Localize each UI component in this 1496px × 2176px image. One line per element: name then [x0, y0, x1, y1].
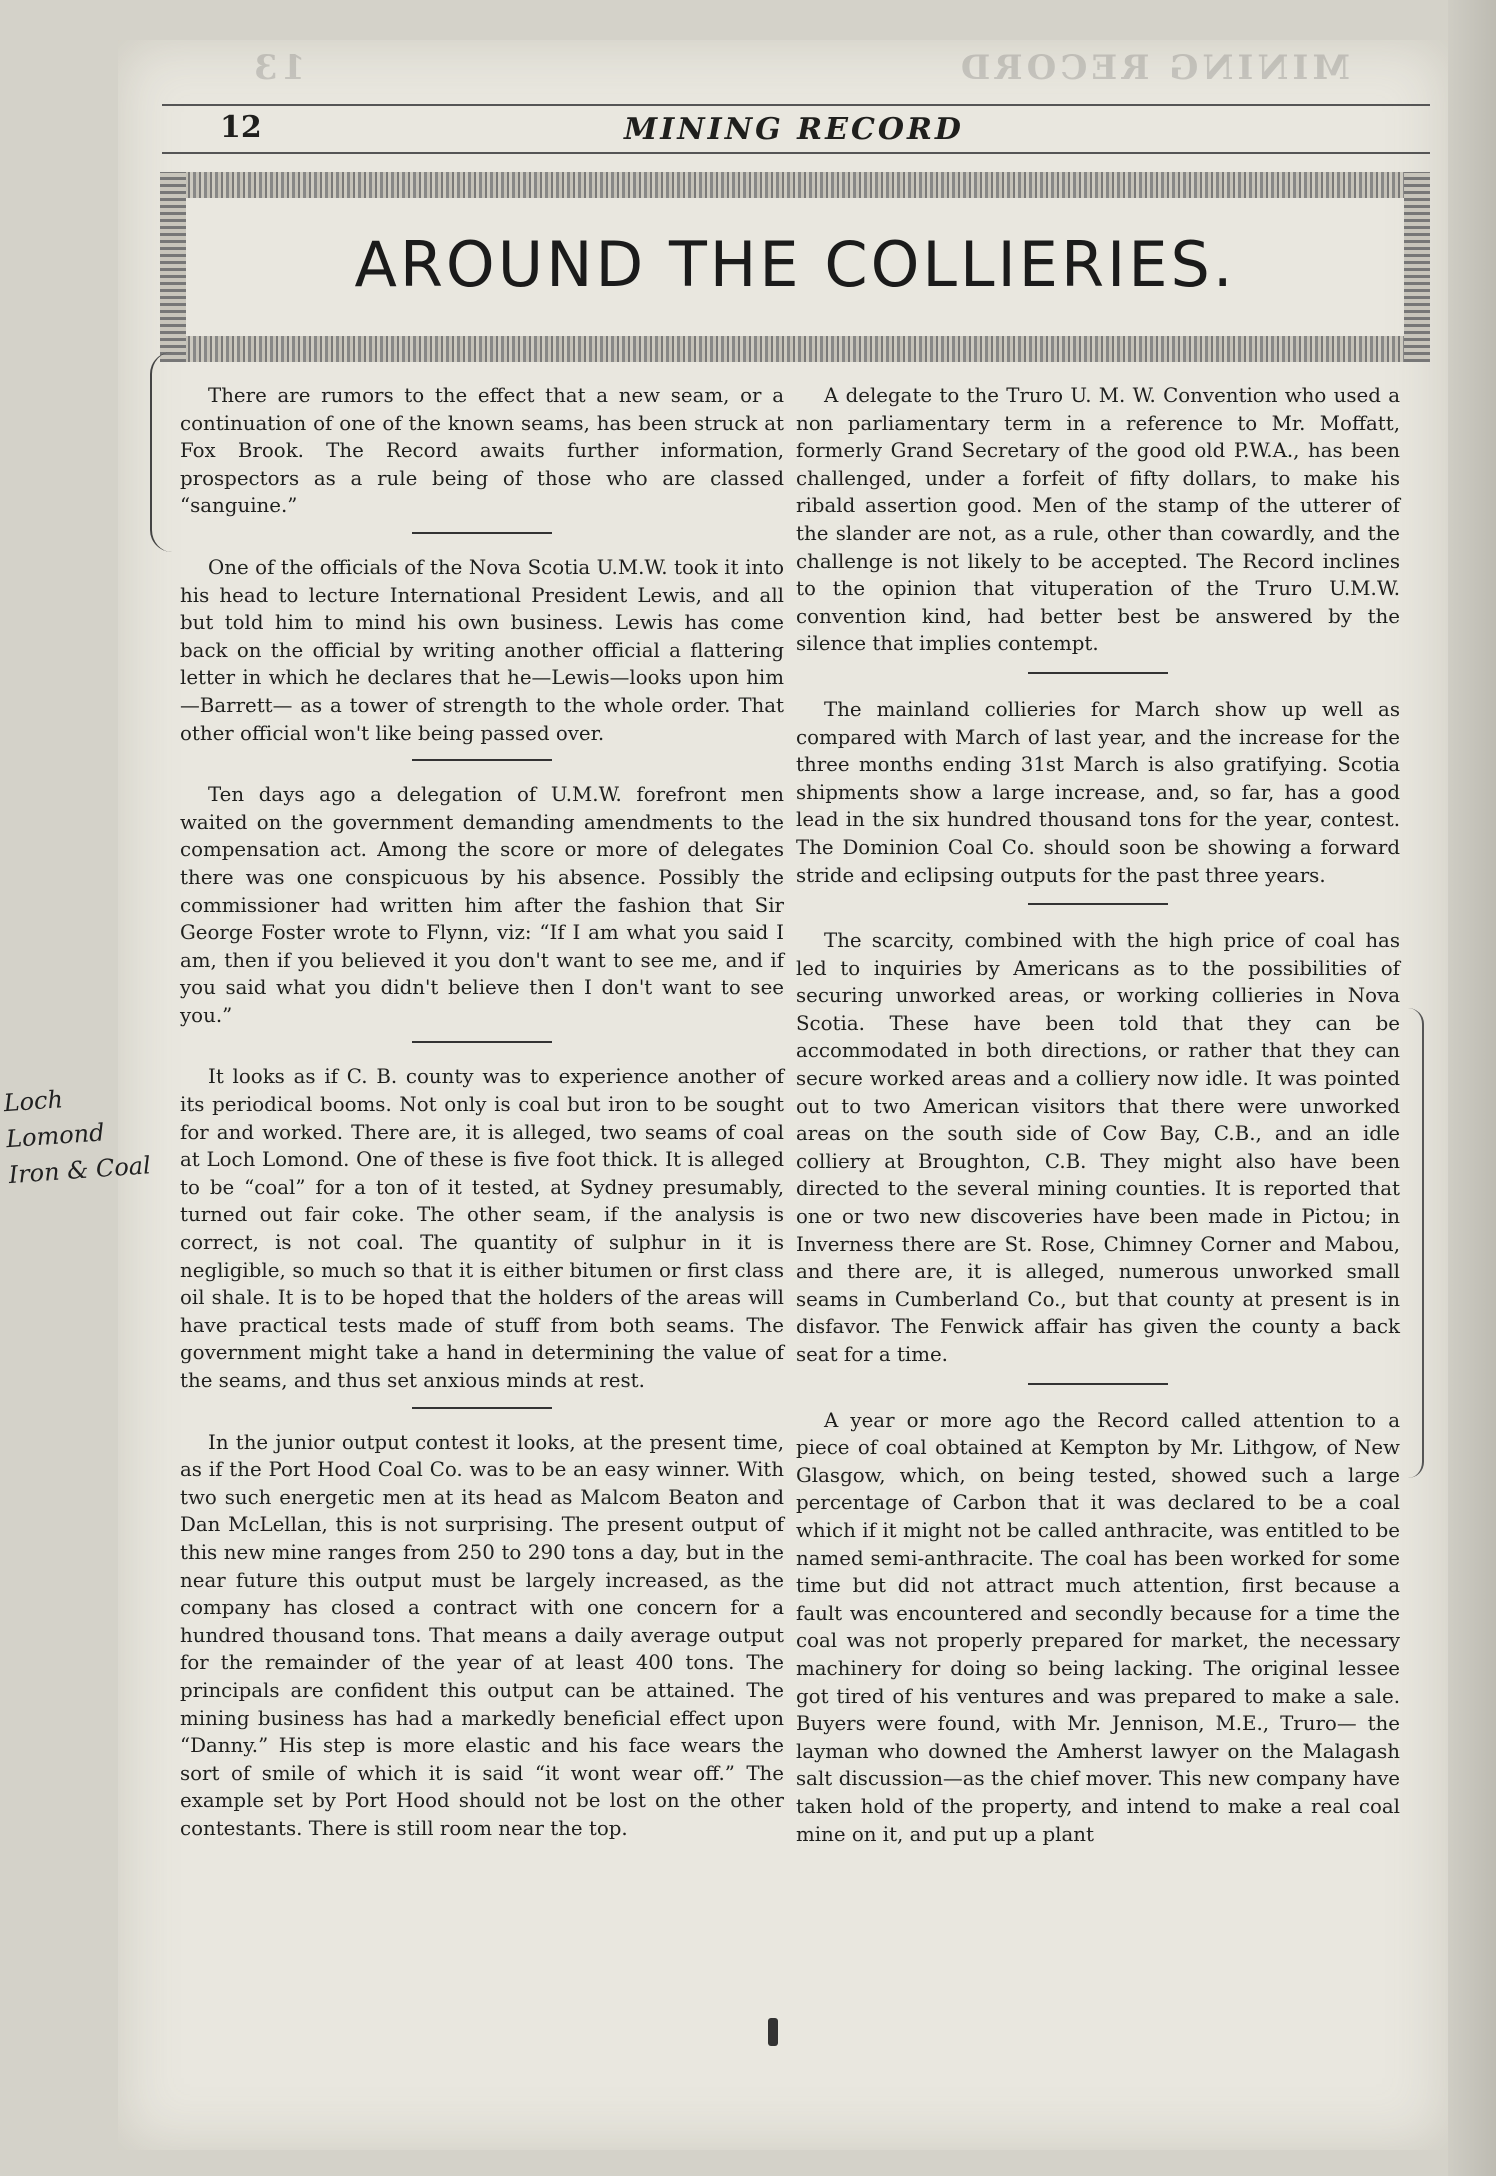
article-port-hood: In the junior output contest it looks, at the present time, as if the Port Hood Coal Co. was to be an easy winner. With two such energetic men at its head as Malcom Beaton and Dan McLellan, this is not surprising. The present output of this new mine ranges from 250 to 290 tons a day, but in the near future this output must be largely increased, as the company has closed a contract with one concern for a hundred thousand tons. That means a daily average output for the remainder of the year of at least 400 tons. The principals are confident this output can be attained. The mining business has had a markedly beneficial effect upon “Danny.” His step is more elastic and his face wears the sort of smile of which it is said “it wont wear off.” The example set by Port Hood should not be lost on the other contestants. There is still room near the top. — [180, 1430, 784, 1840]
article-coal-scarcity: The scarcity, combined with the high price of coal has led to inquiries by Americans as to the possibilities of securing unworked areas, or working collieries in Nova Scotia. These have been told that they can be accommodated in both directions, or rather that they can secure worked areas and a colliery now idle. It was pointed out to two American visitors that there were unworked areas on the south side of Cow Bay, C.B., and an idle colliery at Broughton, C.B. They might also have been directed to the several mining counties. It is reported that one or two new discoveries have been made in Pictou; in Inverness there are St. Rose, Chimney Corner and Mabou, and there are, it is alleged, numerous unworked small seams in Cumberland Co., but that county at present is in disfavor. The Fenwick affair has given the county a back seat for a time. — [796, 929, 1400, 1366]
handwritten-margin-note: Loch Lomond Iron & Coal — [2, 1085, 152, 1190]
article-truro-delegate: A delegate to the Truro U. M. W. Convention who used a non parliamentary term in a reference to Mr. Moffatt, formerly Grand Secretary of the good old P.W.A., has been challenged, under a forfeit of fifty dollars, to make his ribald assertion good. Men of the stamp of the utterer of the slander are not, as a rule, other than cowardly, and the challenge is not likely to be accepted. The Record inclines to the opinion that vituperation of the Truro U.M.W. convention kind, had better best be answered by the silence that implies contempt. — [796, 384, 1400, 656]
bleed-page-number: 13 — [250, 48, 306, 88]
bleed-through-text — [210, 48, 1350, 88]
article-kempton-coal: A year or more ago the Record called attention to a piece of coal obtained at Kempton by Mr. Lithgow, of New Glasgow, which, on being tested, showed such a large percentage of Carbon that it was declared to be a coal which if it might not be called anthracite, was entitled to be named semi-anthracite. The coal has been worked for some time but did not attract much attention, first because a fault was encountered and secondly because for a time the coal was not properly prepared for market, the necessary machinery for doing so being lacking. The original lessee got tired of his ventures and was prepared to make a sale. Buyers were found, with Mr. Jennison, M.E., Truro— the layman who downed the Amherst lawyer on the Malagash salt discussion—as the chief mover. This new company have taken hold of the property, and intend to make a real coal mine on it, and put up a plant — [796, 1408, 1400, 1846]
article-mainland-collieries: The mainland collieries for March show up well as compared with March of last year, and the increase for the three months ending 31st March is also gratifying. Scotia shipments show a large increase, and, so far, has a good lead in the six hundred thousand tons for the year, contest. The Dominion Coal Co. should soon be showing a forward stride and eclipsing outputs for the past three years. — [796, 697, 1400, 887]
article-divider — [1028, 672, 1168, 674]
bleed-masthead: MINING RECORD — [956, 48, 1350, 88]
article-delegation: Ten days ago a delegation of U.M.W. forefront men waited on the government demanding amendments to the compensation act. Among the score or more of delegates there was one conspicuous by his absence. Possibly the commissioner had written him after the fashion that Sir George Foster wrote to Flynn, viz: “If I am what you said I am, then if you believed it you don't want to see me, and if you said what you didn't believe then I don't want to see you.” — [180, 783, 784, 1027]
article-divider — [1028, 1383, 1168, 1385]
article-divider — [1028, 903, 1168, 905]
article-divider — [412, 1041, 552, 1043]
article-fox-brook: There are rumors to the effect that a new seam, or a continuation of one of the known seams, has been struck at Fox Brook. The Record awaits further information, prospectors as a rule being of those who are classed “sanguine.” — [180, 384, 784, 518]
article-divider — [412, 532, 552, 534]
article-loch-lomond: It looks as if C. B. county was to experience another of its periodical booms. Not only is coal but iron to be sought for and worked. There are, it is alleged, two seams of coal at Loch Lomond. One of these is five foot thick. It is alleged to be “coal” for a ton of it tested, at Sydney presumably, turned out fair coke. The other seam, if the analysis is correct, is not coal. The quantity of sulphur in it is negligible, so much so that it is either bitumen or first class oil shale. It is to be hoped that the holders of the areas will have practical tests made of stuff from both seams. The government might take a hand in determining the value of the seams, and thus set anxious minds at rest. — [180, 1065, 784, 1392]
page-number: 12 — [220, 110, 262, 145]
page-edge — [1448, 0, 1496, 2176]
left-column — [180, 382, 784, 1843]
page-header — [162, 104, 1430, 154]
pencil-bracket-right — [1408, 1008, 1424, 1478]
article-divider — [412, 1407, 552, 1409]
banner-border-top — [160, 172, 1430, 198]
article-lewis: One of the officials of the Nova Scotia U.M.W. took it into his head to lecture International President Lewis, and all but told him to mind his own business. Lewis has come back on the official by writing another official a flattering letter in which he declares that he—Lewis—looks upon him—Barrett— as a tower of strength to the whole order. That other official won't like being passed over. — [180, 555, 784, 745]
right-column — [796, 382, 1400, 1848]
section-title: AROUND THE COLLIERIES. — [354, 228, 1236, 301]
masthead: MINING RECORD — [624, 112, 964, 147]
section-banner — [160, 172, 1430, 362]
pencil-bracket-left — [150, 352, 172, 552]
ink-blot — [768, 2018, 778, 2046]
article-divider — [412, 759, 552, 761]
banner-border-bottom — [160, 336, 1430, 362]
